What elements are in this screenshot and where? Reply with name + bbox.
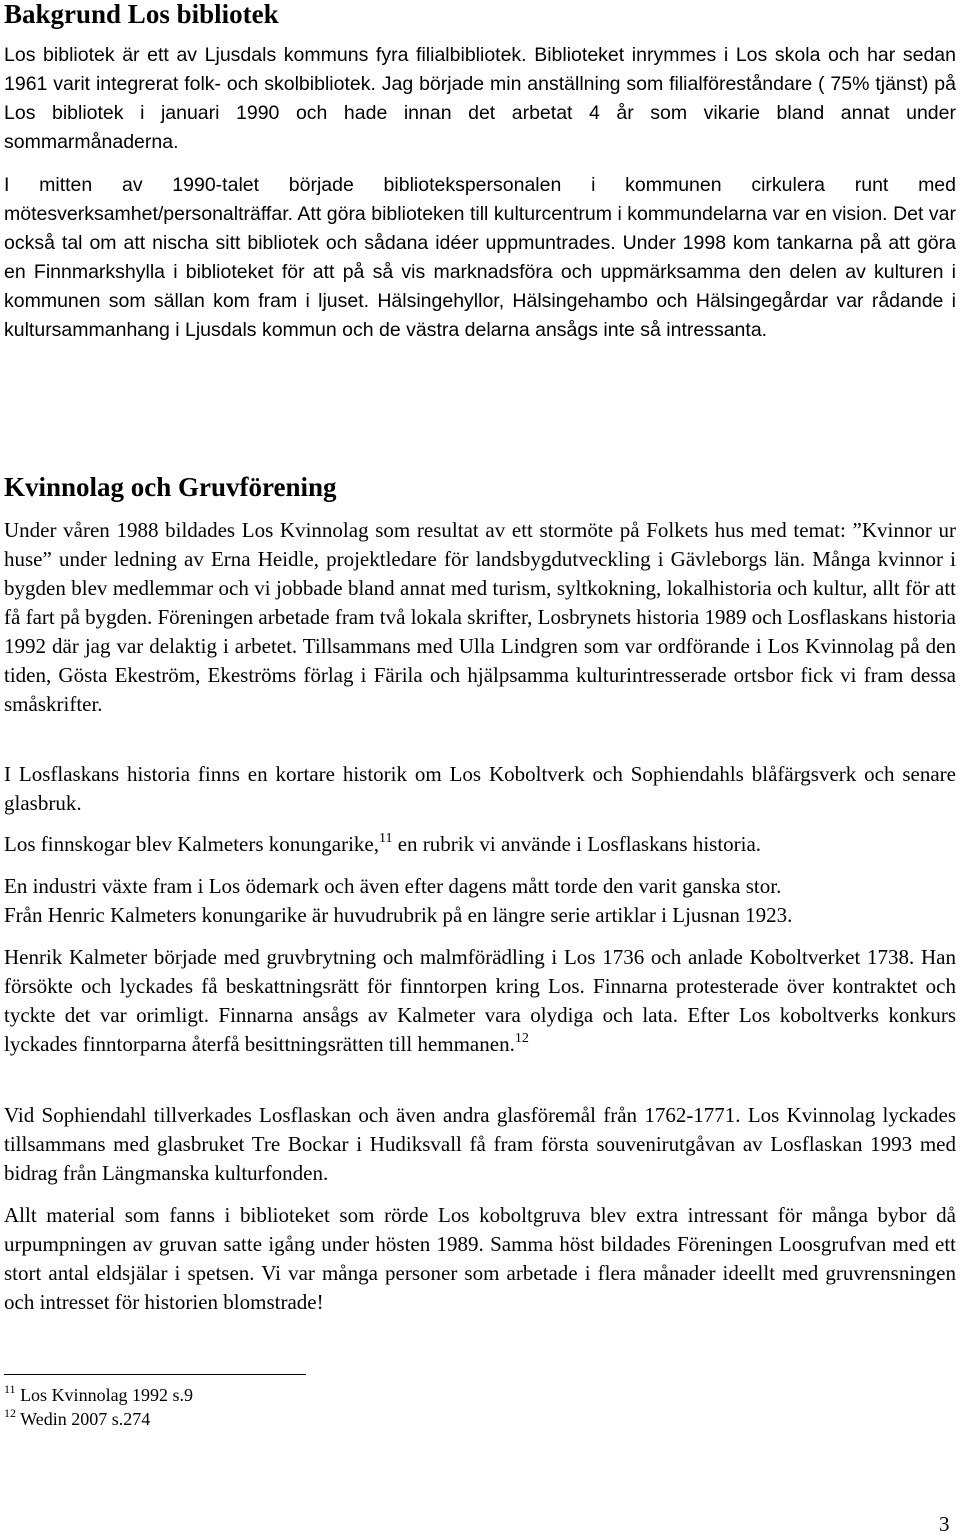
footnote-number: 11	[4, 1382, 16, 1396]
paragraph-koboltgruva: Allt material som fanns i biblioteket som rörde Los koboltgruva blev extra intressant för många bybor då urpumpningen av gruvan satte igång under hösten 1989. Samma höst bildades Föreningen Loosgrufvan med ett stort antal eldsjälar i spetsen. Vi var många personer som arbetade i flera månader ideellt med gruvrensningen och intresset för historien blomstrade!	[4, 1203, 956, 1314]
paragraph-text: Henrik Kalmeter började med gruvbrytning och malmförädling i Los 1736 och anlade Koboltverket 1738. Han försökte och lyckades få beskattningsrätt för finntorpen kring Los. Finnarna protesterade över kontraktet och tyckte det var orimligt. Finnarna ansågs av Kalmeter vara olydiga och lata. Efter Los koboltverks konkurs lyckades finntorparna återfå besittningsrätten till hemmanen.	[4, 945, 956, 1056]
paragraph-industri	[4, 872, 956, 930]
paragraph-line-2: Från Henric Kalmeters konungarike är huvudrubrik på en längre serie artiklar i Ljusnan 1923.	[4, 903, 793, 927]
footnote-text: Los Kvinnolag 1992 s.9	[15, 1385, 194, 1405]
section-heading-kvinnolag: Kvinnolag och Gruvförening	[4, 472, 337, 502]
paragraph-sophiendahl: Vid Sophiendahl tillverkades Losflaskan och även andra glasföremål från 1762-1771. Los Kvinnolag lyckades tillsammans med glasbruket Tre Bockar i Hudiksvall få fram första souvenirutgåvan av Losflaskan 1993 med bidrag från Längmanska kulturfonden.	[4, 1103, 956, 1185]
footnote-number: 12	[4, 1406, 16, 1420]
footnote-divider	[4, 1374, 306, 1375]
paragraph-kvinnolag-founding: Under våren 1988 bildades Los Kvinnolag som resultat av ett stormöte på Folkets hus med temat: ”Kvinnor ur huse” under ledning av Erna Heidle, projektledare för landsbygdutveckling i Gävleborgs län. Många kvinnor i bygden blev medlemmar och vi jobbade bland annat med turism, syltkokning, lokalhistoria och kultur, allt för att få fart på bygden. Föreningen arbetade fram två lokala skrifter, Losbrynets historia 1989 och Losflaskans historia 1992 där jag var delaktig i arbetet. Tillsammans med Ulla Lindgren som var ordförande i Los Kvinnolag på den tiden, Gösta Ekeström, Ekeströms förlag i Färila och hjälpsamma kulturintresserade ortsbor fick vi fram dessa småskrifter.	[4, 518, 956, 716]
footnote-ref-11: 11	[379, 831, 393, 846]
paragraph-text: Los finnskogar blev Kalmeters konungarike,	[4, 832, 379, 856]
paragraph-text-tail: en rubrik vi använde i Losflaskans historia.	[392, 832, 762, 856]
footnote-ref-12: 12	[514, 1031, 529, 1046]
section-heading-bakgrund: Bakgrund Los bibliotek	[4, 0, 279, 29]
footnote-12	[4, 1408, 150, 1430]
paragraph-library-vision: I mitten av 1990-talet började bibliotekspersonalen i kommunen cirkulera runt med mötesverksamhet/personalträffar. Att göra biblioteken till kulturcentrum i kommundelarna var en vision. Det var också tal om att nischa sitt bibliotek och sådana idéer uppmuntrades. Under 1998 kom tankarna på att göra en Finnmarkshylla i biblioteket för att på så vis marknadsföra och uppmärksamma den delen av kulturen i kommunen som sällan kom fram i ljuset. Hälsingehyllor, Hälsingehambo och Hälsingegårdar var rådande i kultursammanhang i Ljusdals kommun och de västra delarna ansågs inte så intressanta.	[4, 174, 956, 341]
footnote-11	[4, 1384, 193, 1406]
paragraph-line-1: En industri växte fram i Los ödemark och även efter dagens mått torde den varit ganska stor.	[4, 874, 782, 898]
footnote-text: Wedin 2007 s.274	[16, 1409, 151, 1429]
paragraph-losflaskans-historia: I Losflaskans historia finns en kortare historik om Los Koboltverk och Sophiendahls blåfärgsverk och senare glasbruk.	[4, 762, 956, 815]
paragraph-library-intro: Los bibliotek är ett av Ljusdals kommuns fyra filialbibliotek. Biblioteket inrymmes i Los skola och har sedan 1961 varit integrerat folk- och skolbibliotek. Jag började min anställning som filialföreståndare ( 75% tjänst) på Los bibliotek i januari 1990 och hade innan det arbetat 4 år som vikarie bland annat under sommarmånaderna.	[4, 44, 956, 153]
paragraph-kalmeters-konungarike	[4, 830, 956, 859]
paragraph-henrik-kalmeter	[4, 943, 956, 1059]
page-number: 3	[939, 1512, 950, 1536]
